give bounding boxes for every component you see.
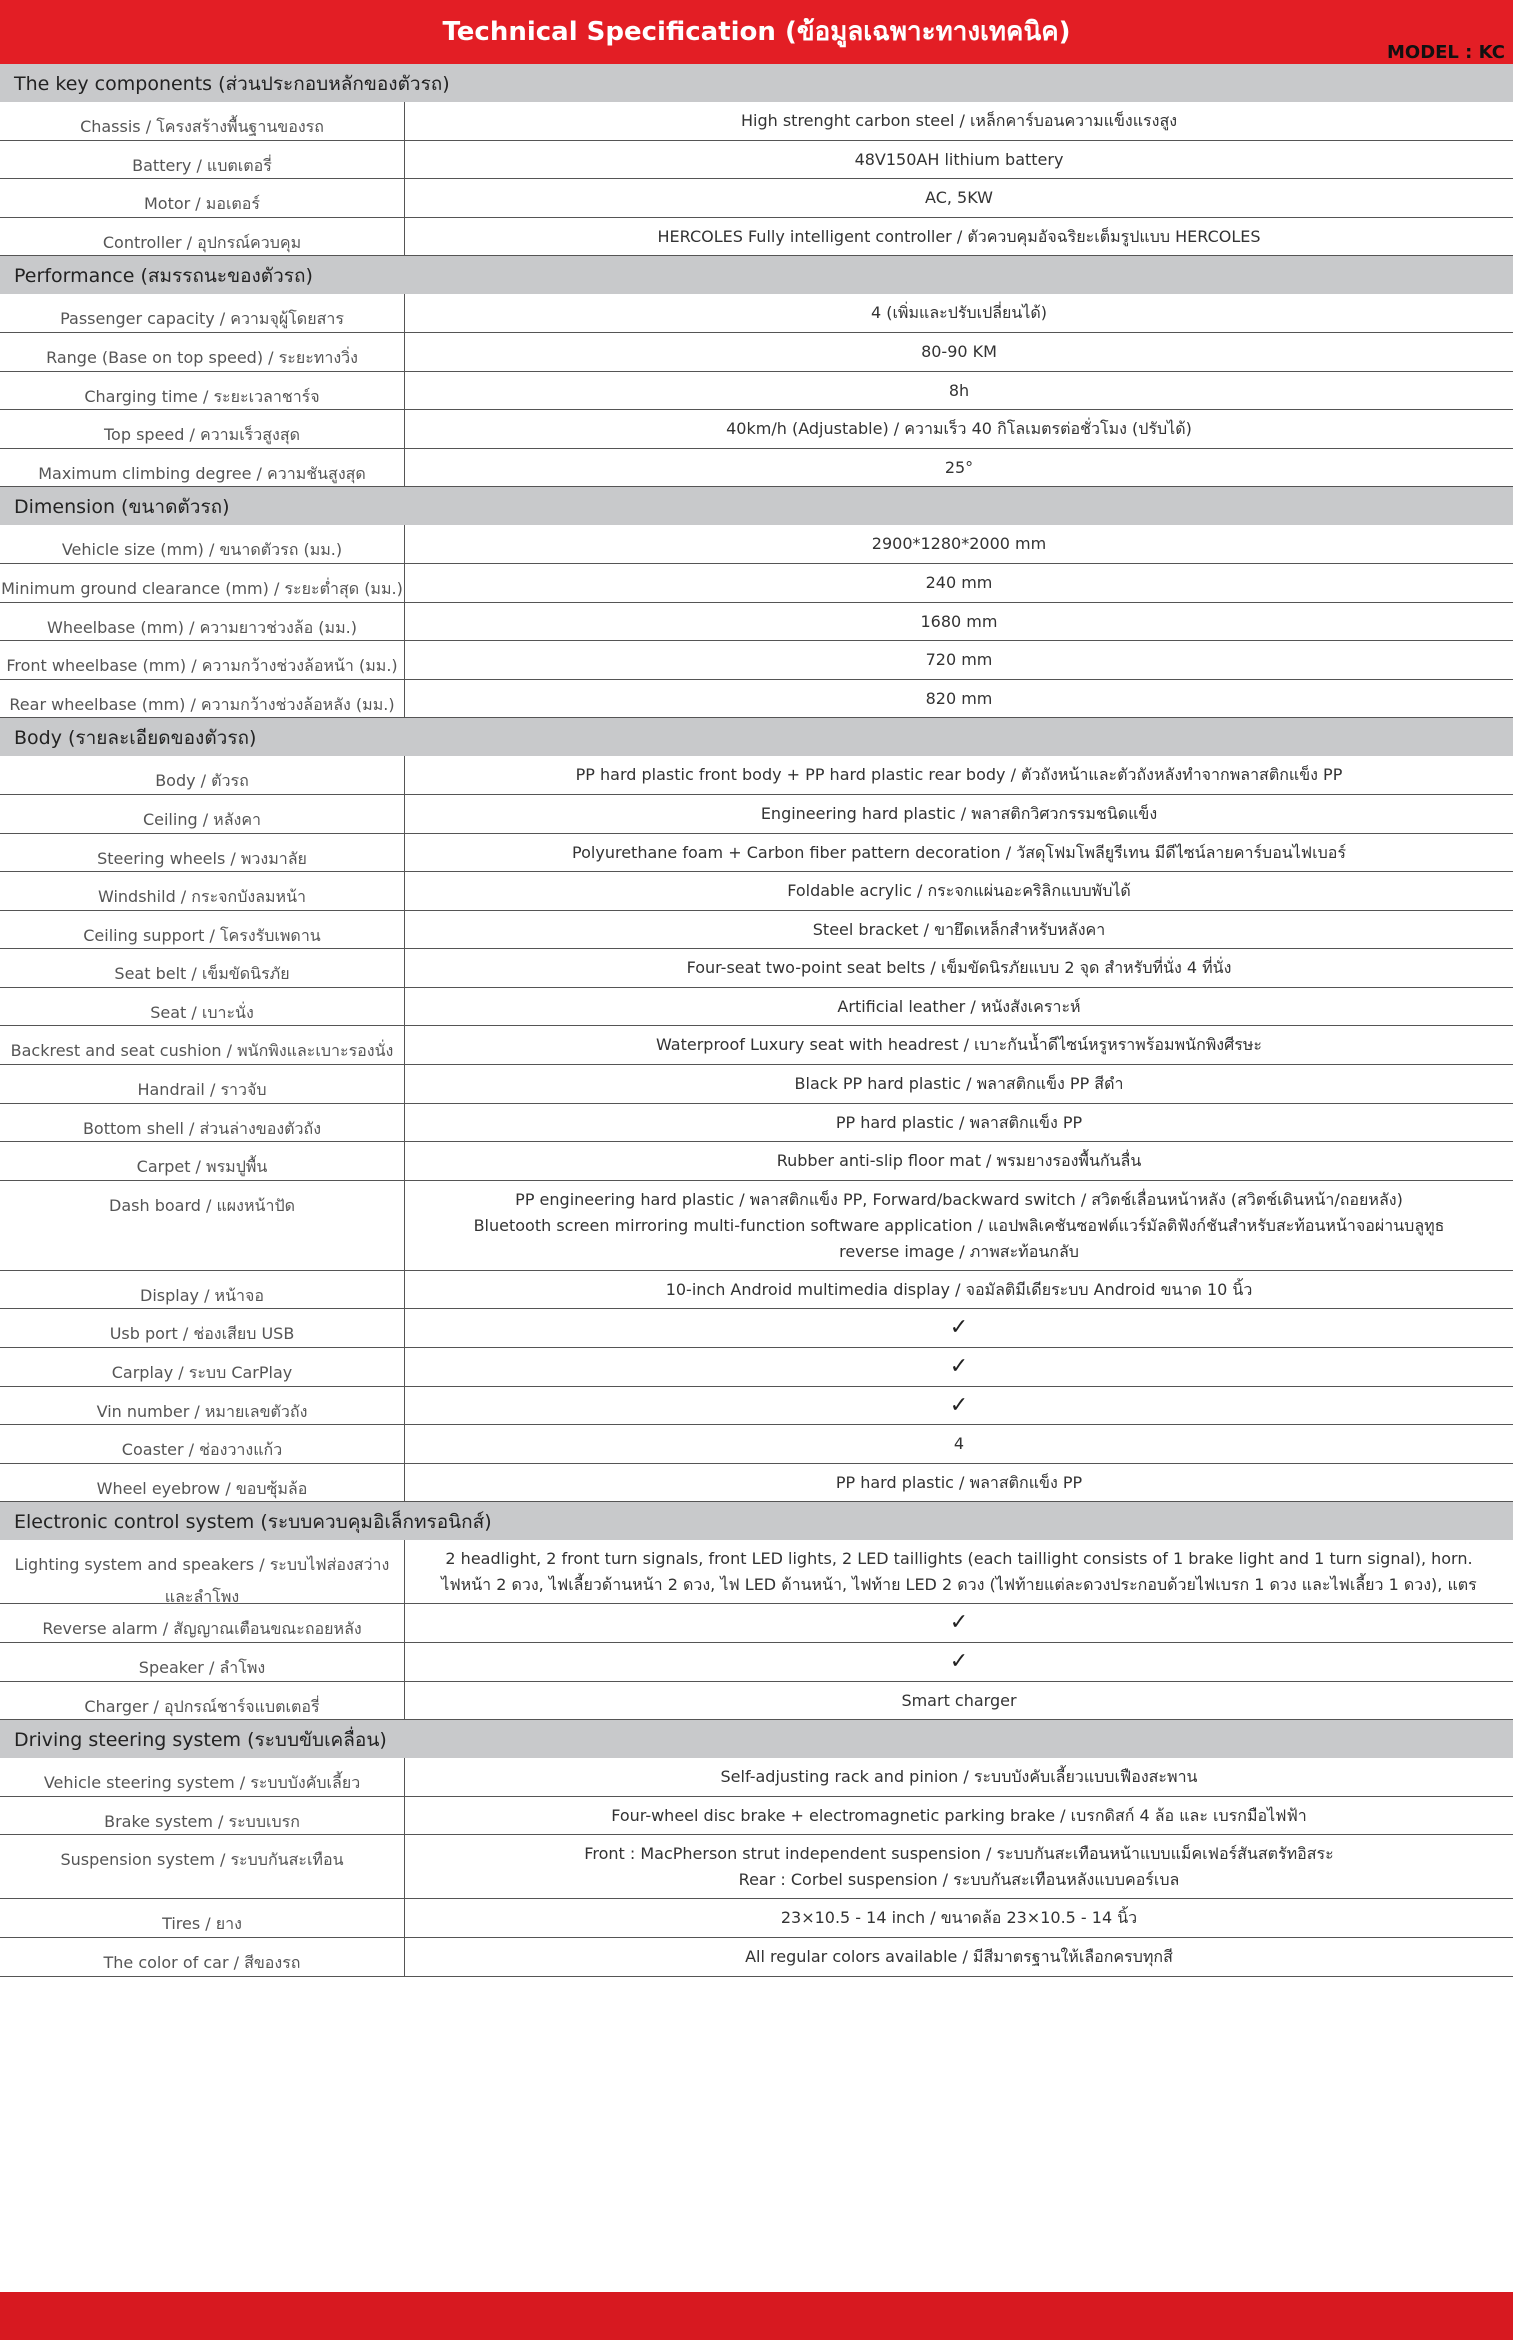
spec-label-line: Controller / อุปกรณ์ควบคุม [102, 232, 302, 252]
table-row [0, 525, 1513, 564]
spec-value-line: PP hard plastic / พลาสติกแข็ง PP [835, 1472, 1083, 1492]
spec-value-line: Bluetooth screen mirroring multi-function software application / แอปพลิเคชันซอฟต์แวร์มัลติฟังก์ชันสำหรับสะท้อนหน้าจอผ่านบลูทูธ [473, 1215, 1445, 1235]
spec-value [405, 449, 1513, 487]
spec-label [0, 294, 405, 332]
spec-label [0, 1938, 405, 1976]
spec-value [405, 1425, 1513, 1463]
spec-label [0, 1348, 405, 1386]
spec-value [405, 102, 1513, 140]
spec-label-line: Range (Base on top speed) / ระยะทางวิ่ง [46, 347, 358, 367]
spec-label-line: Charging time / ระยะเวลาชาร์จ [84, 386, 320, 406]
spec-value [405, 1682, 1513, 1720]
table-row [0, 1425, 1513, 1464]
spec-value-line: 40km/h (Adjustable) / ความเร็ว 40 กิโลเมตรต่อชั่วโมง (ปรับได้) [726, 419, 1192, 439]
spec-label-line: Wheelbase (mm) / ความยาวช่วงล้อ (มม.) [47, 617, 357, 637]
spec-label [0, 1104, 405, 1142]
spec-label-line: Motor / มอเตอร์ [143, 194, 260, 214]
spec-label-line: Minimum ground clearance (mm) / ระยะต่ำสุด (มม.) [1, 578, 403, 598]
table-row [0, 372, 1513, 411]
spec-value [405, 218, 1513, 256]
spec-value-line: 4 (เพิ่มและปรับเปลี่ยนได้) [870, 303, 1048, 323]
spec-value-line: 720 mm [925, 650, 993, 670]
spec-value [405, 641, 1513, 679]
spec-value-line: Polyurethane foam + Carbon fiber pattern decoration / วัสดุโฟมโพลียูรีเทน มีดีไซน์ลายคาร์บอนไฟเบอร์ [572, 842, 1346, 862]
section-header: The key components (ส่วนประกอบหลักของตัวรถ) [0, 64, 1513, 102]
spec-label [0, 449, 405, 487]
page-title: Technical Specification (ข้อมูลเฉพาะทางเทคนิค) [442, 17, 1071, 47]
spec-label [0, 641, 405, 679]
table-row [0, 1835, 1513, 1899]
section-header: Driving steering system (ระบบขับเคลื่อน) [0, 1720, 1513, 1758]
spec-label-line: Rear wheelbase (mm) / ความกว้างช่วงล้อหลัง (มม.) [9, 694, 395, 714]
spec-label [0, 1758, 405, 1796]
spec-value-line: Engineering hard plastic / พลาสติกวิศวกรรมชนิดแข็ง [760, 803, 1158, 823]
spec-label-line: Backrest and seat cushion / พนักพิงและเบาะรองนั่ง [10, 1041, 394, 1061]
spec-label-line: Tires / ยาง [162, 1914, 242, 1934]
spec-label-line: Front wheelbase (mm) / ความกว้างช่วงล้อหน้า (มม.) [6, 656, 398, 676]
spec-value-line: PP hard plastic / พลาสติกแข็ง PP [835, 1112, 1083, 1132]
spec-label [0, 603, 405, 641]
spec-label [0, 410, 405, 448]
spec-value-line: High strenght carbon steel / เหล็กคาร์บอนความแข็งแรงสูง [740, 111, 1178, 130]
spec-value [405, 1104, 1513, 1142]
spec-value-line: Four-seat two-point seat belts / เข็มขัดนิรภัยแบบ 2 จุด สำหรับที่นั่ง 4 ที่นั่ง [686, 958, 1232, 978]
table-row [0, 988, 1513, 1027]
spec-value [405, 1797, 1513, 1835]
spec-label-line: Display / หน้าจอ [140, 1285, 264, 1305]
spec-label [0, 756, 405, 794]
table-row [0, 179, 1513, 218]
spec-value [405, 1835, 1513, 1898]
spec-label-line: Speaker / ลำโพง [138, 1658, 266, 1677]
check-icon: ✓ [949, 1649, 969, 1674]
table-row [0, 1682, 1513, 1721]
spec-label-line: Wheel eyebrow / ขอบซุ้มล้อ [96, 1478, 308, 1498]
spec-label-line: Body / ตัวรถ [155, 771, 249, 791]
spec-value-line: 23×10.5 - 14 inch / ขนาดล้อ 23×10.5 - 14 นิ้ว [780, 1908, 1138, 1928]
spec-value-line: 8h [948, 380, 970, 400]
table-row [0, 1142, 1513, 1181]
spec-value-line: Artificial leather / หนังสังเคราะห์ [837, 996, 1081, 1016]
check-icon: ✓ [949, 1354, 969, 1380]
spec-value-line: 1680 mm [920, 611, 998, 631]
spec-value-line: 48V150AH lithium battery [854, 149, 1064, 169]
spec-label [0, 1682, 405, 1720]
spec-value-line: Self-adjusting rack and pinion / ระบบบังคับเลี้ยวแบบเฟืองสะพาน [720, 1767, 1198, 1787]
spec-value [405, 1026, 1513, 1064]
spec-label [0, 1464, 405, 1502]
spec-value [405, 294, 1513, 332]
table-row [0, 333, 1513, 372]
spec-value-line: Foldable acrylic / กระจกแผ่นอะคริลิกแบบพับได้ [787, 881, 1131, 901]
spec-value [405, 988, 1513, 1026]
spec-value [405, 410, 1513, 448]
spec-value [405, 1938, 1513, 1976]
spec-value [405, 1271, 1513, 1309]
spec-value [405, 564, 1513, 602]
spec-value [405, 680, 1513, 718]
spec-label-line: Vehicle size (mm) / ขนาดตัวรถ (มม.) [61, 540, 343, 560]
spec-label-line: Windshild / กระจกบังลมหน้า [97, 887, 307, 907]
spec-label-line: Dash board / แผงหน้าปัด [109, 1195, 295, 1215]
spec-label [0, 141, 405, 179]
spec-label-line: Coaster / ช่องวางแก้ว [121, 1440, 283, 1460]
spec-label [0, 949, 405, 987]
spec-label-line: Vehicle steering system / ระบบบังคับเลี้ยว [43, 1773, 361, 1793]
spec-value [405, 1643, 1513, 1681]
table-row [0, 564, 1513, 603]
section-header: Electronic control system (ระบบควบคุมอิเล็กทรอนิกส์) [0, 1502, 1513, 1540]
spec-value-line: Rear : Corbel suspension / ระบบกันสะเทือนหลังแบบคอร์เบล [738, 1870, 1180, 1890]
spec-value-line: 80-90 KM [921, 341, 997, 361]
spec-label-line: Passenger capacity / ความจุผู้โดยสาร [60, 309, 344, 329]
spec-label-line: Carplay / ระบบ CarPlay [111, 1363, 293, 1383]
table-row [0, 641, 1513, 680]
model-label: MODEL : KC [1386, 42, 1505, 63]
spec-value-line: Waterproof Luxury seat with headrest / เบาะกันน้ำดีไซน์หรูหราพร้อมพนักพิงศีรษะ [655, 1035, 1263, 1055]
spec-table [0, 64, 1513, 1977]
spec-value-line: Steel bracket / ขายึดเหล็กสำหรับหลังคา [812, 919, 1106, 939]
spec-label [0, 1309, 405, 1347]
table-row [0, 949, 1513, 988]
spec-value-line: 820 mm [925, 688, 993, 708]
spec-value-line: Front : MacPherson strut independent suspension / ระบบกันสะเทือนหน้าแบบแม็คเฟอร์สันสตรัทอิสระ [584, 1844, 1334, 1864]
spec-value-line: Rubber anti-slip floor mat / พรมยางรองพื้นกันลื่น [776, 1151, 1142, 1171]
table-row [0, 1271, 1513, 1310]
spec-value-line: Smart charger [901, 1690, 1017, 1710]
table-row [0, 1938, 1513, 1977]
spec-value [405, 1899, 1513, 1937]
spec-label [0, 1425, 405, 1463]
spec-label [0, 988, 405, 1026]
table-row [0, 1104, 1513, 1143]
spec-label-line: Ceiling support / โครงรับเพดาน [83, 925, 321, 945]
section-header: Performance (สมรรถนะของตัวรถ) [0, 256, 1513, 294]
spec-value [405, 1758, 1513, 1796]
table-row [0, 1065, 1513, 1104]
spec-value [405, 1348, 1513, 1386]
spec-value [405, 949, 1513, 987]
table-row [0, 410, 1513, 449]
table-row [0, 1604, 1513, 1643]
spec-label [0, 834, 405, 872]
spec-label [0, 1899, 405, 1937]
spec-label [0, 564, 405, 602]
table-row [0, 872, 1513, 911]
spec-value [405, 756, 1513, 794]
table-row [0, 680, 1513, 719]
spec-label-line: Charger / อุปกรณ์ชาร์จแบตเตอรี่ [84, 1696, 320, 1716]
spec-label-line: Reverse alarm / สัญญาณเตือนขณะถอยหลัง [42, 1619, 362, 1639]
spec-label [0, 102, 405, 140]
spec-label [0, 218, 405, 256]
spec-value-line: 2900*1280*2000 mm [871, 534, 1047, 554]
spec-value-line: 2 headlight, 2 front turn signals, front LED lights, 2 LED taillights (each taillight consists of 1 brake light and 1 turn signal), horn. [445, 1549, 1473, 1569]
spec-value-line: ไฟหน้า 2 ดวง, ไฟเลี้ยวด้านหน้า 2 ดวง, ไฟ LED ด้านหน้า, ไฟท้าย LED 2 ดวง (ไฟท้ายแต่ละดวงประกอบด้วยไฟเบรก 1 ดวง และไฟเลี้ยว 1 ดวง), แตร [441, 1575, 1477, 1595]
spec-label-line: Chassis / โครงสร้างพื้นฐานของรถ [80, 117, 324, 136]
spec-label [0, 372, 405, 410]
table-row [0, 911, 1513, 950]
table-row [0, 795, 1513, 834]
spec-value-line: PP hard plastic front body + PP hard plastic rear body / ตัวถังหน้าและตัวถังหลังทำจากพลาสติกแข็ง PP [575, 765, 1343, 785]
spec-value [405, 1142, 1513, 1180]
spec-label-line: Handrail / ราวจับ [137, 1080, 267, 1100]
spec-value [405, 1387, 1513, 1425]
spec-label [0, 1181, 405, 1270]
spec-value-line: PP engineering hard plastic / พลาสติกแข็ง PP, Forward/backward switch / สวิตช์เลื่อนหน้าหลัง (สวิตช์เดินหน้า/ถอยหลัง) [515, 1189, 1403, 1209]
spec-value-line: Black PP hard plastic / พลาสติกแข็ง PP สีดำ [794, 1074, 1124, 1094]
check-icon: ✓ [949, 1315, 969, 1341]
spec-label-line: Lighting system and speakers / ระบบไฟส่องสว่าง [14, 1555, 390, 1575]
check-icon: ✓ [949, 1610, 969, 1636]
spec-label-line: The color of car / สีของรถ [103, 1952, 301, 1972]
spec-value [405, 141, 1513, 179]
footer-bar [0, 2292, 1513, 2340]
spec-label-line: Maximum climbing degree / ความชันสูงสุด [38, 463, 366, 483]
spec-label-line: Steering wheels / พวงมาลัย [97, 848, 307, 868]
spec-label [0, 1643, 405, 1681]
spec-value-line: 10-inch Android multimedia display / จอมัลติมีเดียระบบ Android ขนาด 10 นิ้ว [665, 1279, 1253, 1299]
section-header: Dimension (ขนาดตัวรถ) [0, 487, 1513, 525]
table-row [0, 102, 1513, 141]
table-row [0, 141, 1513, 180]
table-row [0, 1026, 1513, 1065]
spec-label [0, 1065, 405, 1103]
table-row [0, 1464, 1513, 1503]
spec-label [0, 1540, 405, 1603]
spec-value [405, 372, 1513, 410]
spec-value-line: 4 [953, 1434, 965, 1454]
table-row [0, 1540, 1513, 1604]
spec-value-line: Four-wheel disc brake + electromagnetic parking brake / เบรกดิสก์ 4 ล้อ และ เบรกมือไฟฟ้า [611, 1805, 1307, 1825]
spec-value-line: 25° [944, 457, 974, 477]
spec-label-line: Usb port / ช่องเสียบ USB [109, 1324, 295, 1344]
spec-label-line: Carpet / พรมปูพื้น [136, 1157, 268, 1177]
spec-label [0, 795, 405, 833]
spec-value-line: AC, 5KW [925, 188, 993, 208]
spec-value [405, 911, 1513, 949]
spec-label [0, 333, 405, 371]
spec-label-line: Suspension system / ระบบกันสะเทือน [60, 1850, 344, 1870]
spec-label [0, 1271, 405, 1309]
table-row [0, 294, 1513, 333]
spec-value [405, 1464, 1513, 1502]
spec-value [405, 834, 1513, 872]
spec-value-line: reverse image / ภาพสะท้อนกลับ [839, 1241, 1079, 1261]
spec-label [0, 680, 405, 718]
table-row [0, 218, 1513, 257]
spec-label-line: Bottom shell / ส่วนล่างของตัวถัง [82, 1118, 322, 1138]
spec-value [405, 795, 1513, 833]
spec-label [0, 1797, 405, 1835]
spec-label [0, 1026, 405, 1064]
spec-label-line: และลำโพง [164, 1587, 240, 1604]
spec-value [405, 603, 1513, 641]
spec-value-line: 240 mm [925, 572, 993, 592]
spec-label [0, 1387, 405, 1425]
check-icon: ✓ [949, 1392, 969, 1418]
spec-value-line: HERCOLES Fully intelligent controller / ตัวควบคุมอัจฉริยะเต็มรูปแบบ HERCOLES [657, 226, 1261, 246]
spec-label-line: Battery / แบตเตอรี่ [132, 155, 272, 175]
spec-label-line: Brake system / ระบบเบรก [104, 1811, 300, 1831]
section-header: Body (รายละเอียดของตัวรถ) [0, 718, 1513, 756]
spec-value [405, 1181, 1513, 1270]
table-row [0, 834, 1513, 873]
spec-label [0, 911, 405, 949]
table-row [0, 1348, 1513, 1387]
spec-label [0, 872, 405, 910]
spec-label [0, 1604, 405, 1642]
spec-value [405, 1540, 1513, 1603]
spec-label-line: Ceiling / หลังคา [142, 809, 262, 829]
spec-value [405, 525, 1513, 563]
spec-label-line: Top speed / ความเร็วสูงสุด [104, 425, 300, 445]
table-row [0, 1758, 1513, 1797]
table-row [0, 756, 1513, 795]
spec-value [405, 1604, 1513, 1642]
table-row [0, 1899, 1513, 1938]
spec-value [405, 872, 1513, 910]
spec-label-line: Seat belt / เข็มขัดนิรภัย [114, 964, 290, 984]
spec-label [0, 525, 405, 563]
spec-label-line: Seat / เบาะนั่ง [150, 1002, 254, 1022]
spec-value [405, 1065, 1513, 1103]
table-row [0, 1181, 1513, 1271]
table-row [0, 1797, 1513, 1836]
table-row [0, 1387, 1513, 1426]
table-row [0, 449, 1513, 488]
table-row [0, 1309, 1513, 1348]
spec-value-line: All regular colors available / มีสีมาตรฐานให้เลือกครบทุกสี [745, 1946, 1173, 1966]
spec-value [405, 333, 1513, 371]
spec-label-line: Vin number / หมายเลขตัวถัง [96, 1401, 308, 1421]
spec-label [0, 1835, 405, 1898]
spec-value [405, 179, 1513, 217]
table-row [0, 603, 1513, 642]
table-row [0, 1643, 1513, 1682]
spec-label [0, 179, 405, 217]
spec-label [0, 1142, 405, 1180]
spec-value [405, 1309, 1513, 1347]
